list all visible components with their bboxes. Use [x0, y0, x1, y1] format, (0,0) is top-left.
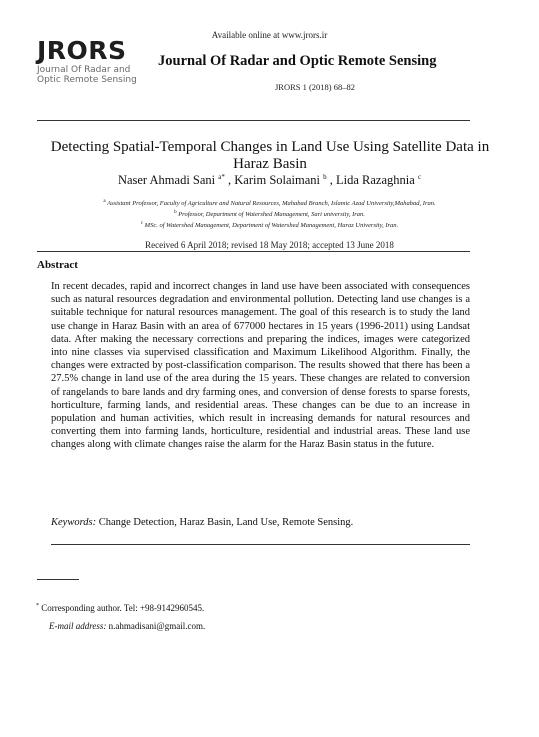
logo-subtitle: [37, 65, 145, 85]
author-list: Naser Ahmadi Sani $^{a*}$ , Karim Solaimani $^b$ , Lida Razaghnia $^c$: [117, 173, 422, 188]
author-name: Karim Solaimani: [234, 173, 321, 188]
dates-divider: [37, 251, 470, 252]
corresponding-author-note: [36, 603, 204, 613]
affiliation-text: Professor, Department of Watershed Management, Sari university, Iran.: [176, 211, 365, 219]
journal-name: Journal Of Radar and Optic Remote Sensing: [158, 53, 437, 69]
affiliation: [0, 199, 539, 207]
author-name: Lida Razaghnia: [336, 173, 415, 188]
footnote-divider: [37, 579, 79, 580]
email-note: [49, 621, 205, 631]
abstract-text: In recent decades, rapid and incorrect changes in land use have been associated with consequences such as natural resources degradation and environmental pollution. Detecting land use changes is a suitable technique for natural resources management. The goal of this research is to study the land use change in Haraz Basin with an area of 677000 hectares in 15 years (1996-2011) using Landsat data. After making the necessary corrections and preparing the indices, images were categorized into nine classes via supervised classification and Maximum Likelihood Algorithm. Finally, the changes were extracted by post-classification comparison. The results showed that there has been a 27.5% change in land use of the area during the 15 years. These changes are related to conversion of rangelands to bare lands and dry farming ones, and conversion of dense forests to sparse forests, horticulture, farming lands, and residential areas. These changes can be due to an increase in population and human activities, which result in increasing demands for natural resources and converting them into farming lands, horticulture, residential and industrial areas. These land use changes along with climate changes raise the alarm for the Haraz Basin status in the future.: [51, 281, 470, 451]
submission-dates: Received 6 April 2018; revised 18 May 2018; accepted 13 June 2018: [145, 240, 394, 250]
journal-logo: [37, 38, 145, 85]
logo-subtitle-line-2: Optic Remote Sensing: [37, 75, 137, 85]
footnote-marker: *: [36, 603, 39, 609]
affiliation-marker: b: [174, 210, 177, 215]
email-label: E-mail address:: [49, 621, 107, 631]
email-address: n.ahmadisani@gmail.com.: [106, 621, 206, 631]
affiliation-marker: a: [103, 199, 106, 204]
affiliation: [0, 221, 539, 229]
journal-citation: JRORS 1 (2018) 68–82: [274, 82, 356, 92]
author-marker: b: [323, 173, 327, 181]
keywords-label: Keywords:: [51, 517, 97, 528]
paper-title: Detecting Spatial-Temporal Changes in Land Use Using Satellite Data in Haraz Basin: [50, 139, 490, 172]
affiliation-text: MSc. of Watershed Management, Department of Watershed Management, Haraz University, Iran.: [143, 222, 399, 230]
logo-subtitle-line-1: Journal Of Radar and: [37, 65, 131, 75]
keywords: [51, 517, 470, 528]
affiliation-marker: c: [140, 221, 144, 226]
affiliation-text: Assistant Professor, Faculty of Agriculture and Natural Resources, Mahabad Branch, Islamic Azad University,Mahabad, Iran.: [105, 200, 436, 208]
author-name: Naser Ahmadi Sani: [117, 173, 216, 188]
logo-wordmark: JRORS: [37, 36, 127, 65]
header-divider: [37, 120, 470, 121]
available-online-note: Available online at www.jrors.ir: [211, 30, 328, 40]
corresponding-author-text: Corresponding author. Tel: +98-9142960545.: [39, 603, 205, 613]
affiliation: [0, 210, 539, 218]
keywords-divider: [51, 544, 470, 545]
keywords-text: Change Detection, Haraz Basin, Land Use, Remote Sensing.: [96, 517, 354, 528]
author-marker: a*: [218, 173, 225, 181]
abstract-heading: Abstract: [37, 259, 78, 271]
author-marker: c: [417, 173, 422, 181]
